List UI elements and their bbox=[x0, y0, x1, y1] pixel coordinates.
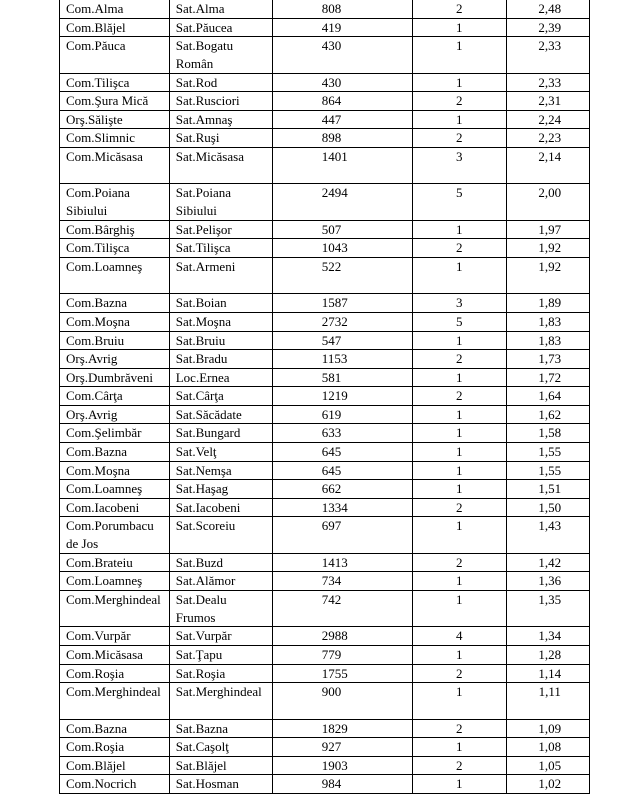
cell-settlement: Sat.Scoreiu bbox=[169, 517, 272, 553]
cell-settlement: Sat.Moşna bbox=[169, 312, 272, 331]
cell-index: 1,35 bbox=[506, 591, 589, 627]
cell-administrative-unit: Com.Bazna bbox=[60, 294, 170, 313]
table-row bbox=[60, 387, 590, 406]
cell-count: 4 bbox=[412, 627, 506, 646]
cell-count: 1 bbox=[412, 73, 506, 92]
cell-settlement: Sat.Roşia bbox=[169, 664, 272, 683]
cell-population: 2494 bbox=[272, 184, 412, 220]
cell-administrative-unit: Com.Porumbacu de Jos bbox=[60, 517, 170, 553]
cell-settlement: Sat.Bogatu Român bbox=[169, 37, 272, 73]
cell-count: 2 bbox=[412, 387, 506, 406]
cell-settlement: Sat.Amnaş bbox=[169, 110, 272, 129]
cell-count: 2 bbox=[412, 92, 506, 111]
cell-index: 2,31 bbox=[506, 92, 589, 111]
cell-population: 430 bbox=[272, 73, 412, 92]
cell-population: 645 bbox=[272, 443, 412, 462]
cell-count: 1 bbox=[412, 517, 506, 553]
cell-index: 1,14 bbox=[506, 664, 589, 683]
cell-count: 2 bbox=[412, 350, 506, 369]
cell-administrative-unit: Com.Cârţa bbox=[60, 387, 170, 406]
table-body bbox=[60, 0, 590, 793]
cell-index: 1,08 bbox=[506, 738, 589, 757]
cell-administrative-unit: Orş.Sălişte bbox=[60, 110, 170, 129]
cell-settlement: Sat.Păucea bbox=[169, 18, 272, 37]
cell-index: 1,42 bbox=[506, 553, 589, 572]
table-row bbox=[60, 294, 590, 313]
cell-population: 898 bbox=[272, 129, 412, 148]
cell-index: 1,11 bbox=[506, 683, 589, 719]
cell-population: 547 bbox=[272, 331, 412, 350]
cell-settlement: Sat.Alămor bbox=[169, 572, 272, 591]
cell-settlement: Sat.Bruiu bbox=[169, 331, 272, 350]
cell-index: 1,64 bbox=[506, 387, 589, 406]
table-row bbox=[60, 220, 590, 239]
cell-settlement: Sat.Cârţa bbox=[169, 387, 272, 406]
cell-administrative-unit: Com.Blăjel bbox=[60, 756, 170, 775]
cell-administrative-unit: Com.Slimnic bbox=[60, 129, 170, 148]
cell-population: 581 bbox=[272, 368, 412, 387]
cell-count: 5 bbox=[412, 184, 506, 220]
cell-index: 2,48 bbox=[506, 0, 589, 18]
cell-index: 2,14 bbox=[506, 147, 589, 183]
cell-administrative-unit: Com.Iacobeni bbox=[60, 498, 170, 517]
table-row bbox=[60, 37, 590, 73]
cell-settlement: Sat.Nemşa bbox=[169, 461, 272, 480]
cell-administrative-unit: Com.Vurpăr bbox=[60, 627, 170, 646]
cell-index: 1,34 bbox=[506, 627, 589, 646]
cell-index: 1,73 bbox=[506, 350, 589, 369]
table-row bbox=[60, 738, 590, 757]
cell-index: 2,33 bbox=[506, 37, 589, 73]
cell-settlement: Sat.Merghindeal bbox=[169, 683, 272, 719]
cell-population: 779 bbox=[272, 646, 412, 665]
cell-administrative-unit: Com.Poiana Sibiului bbox=[60, 184, 170, 220]
cell-population: 1903 bbox=[272, 756, 412, 775]
cell-index: 1,62 bbox=[506, 405, 589, 424]
cell-settlement: Sat.Velţ bbox=[169, 443, 272, 462]
cell-count: 3 bbox=[412, 294, 506, 313]
table-row bbox=[60, 312, 590, 331]
table-row bbox=[60, 350, 590, 369]
cell-population: 2988 bbox=[272, 627, 412, 646]
table-row bbox=[60, 591, 590, 627]
cell-count: 2 bbox=[412, 129, 506, 148]
cell-count: 1 bbox=[412, 257, 506, 293]
cell-administrative-unit: Com.Micăsasa bbox=[60, 147, 170, 183]
cell-population: 1587 bbox=[272, 294, 412, 313]
cell-index: 1,05 bbox=[506, 756, 589, 775]
cell-index: 1,50 bbox=[506, 498, 589, 517]
cell-administrative-unit: Orş.Avrig bbox=[60, 405, 170, 424]
cell-settlement: Sat.Iacobeni bbox=[169, 498, 272, 517]
cell-settlement: Sat.Ţapu bbox=[169, 646, 272, 665]
cell-administrative-unit: Com.Alma bbox=[60, 0, 170, 18]
cell-settlement: Sat.Bradu bbox=[169, 350, 272, 369]
cell-settlement: Sat.Rod bbox=[169, 73, 272, 92]
table-row bbox=[60, 461, 590, 480]
cell-index: 1,83 bbox=[506, 331, 589, 350]
cell-administrative-unit: Com.Nocrich bbox=[60, 775, 170, 794]
cell-administrative-unit: Com.Merghindeal bbox=[60, 591, 170, 627]
cell-count: 1 bbox=[412, 424, 506, 443]
cell-index: 1,83 bbox=[506, 312, 589, 331]
cell-index: 1,02 bbox=[506, 775, 589, 794]
cell-administrative-unit: Orş.Avrig bbox=[60, 350, 170, 369]
cell-index: 1,55 bbox=[506, 443, 589, 462]
table-row bbox=[60, 92, 590, 111]
cell-settlement: Sat.Pelişor bbox=[169, 220, 272, 239]
cell-settlement: Sat.Bazna bbox=[169, 719, 272, 738]
cell-population: 984 bbox=[272, 775, 412, 794]
cell-settlement: Sat.Micăsasa bbox=[169, 147, 272, 183]
cell-settlement: Sat.Dealu Frumos bbox=[169, 591, 272, 627]
cell-count: 1 bbox=[412, 738, 506, 757]
cell-count: 5 bbox=[412, 312, 506, 331]
cell-index: 1,92 bbox=[506, 239, 589, 258]
table-row bbox=[60, 683, 590, 719]
table-row bbox=[60, 257, 590, 293]
cell-count: 1 bbox=[412, 646, 506, 665]
cell-administrative-unit: Orş.Dumbrăveni bbox=[60, 368, 170, 387]
cell-population: 419 bbox=[272, 18, 412, 37]
cell-settlement: Sat.Hosman bbox=[169, 775, 272, 794]
cell-population: 1043 bbox=[272, 239, 412, 258]
cell-count: 2 bbox=[412, 664, 506, 683]
cell-population: 734 bbox=[272, 572, 412, 591]
cell-administrative-unit: Com.Bârghiş bbox=[60, 220, 170, 239]
cell-count: 1 bbox=[412, 775, 506, 794]
cell-index: 1,55 bbox=[506, 461, 589, 480]
cell-administrative-unit: Com.Brateiu bbox=[60, 553, 170, 572]
cell-count: 1 bbox=[412, 683, 506, 719]
cell-population: 1401 bbox=[272, 147, 412, 183]
cell-population: 619 bbox=[272, 405, 412, 424]
cell-count: 2 bbox=[412, 0, 506, 18]
cell-index: 1,09 bbox=[506, 719, 589, 738]
table-row bbox=[60, 664, 590, 683]
cell-population: 662 bbox=[272, 480, 412, 499]
cell-index: 1,58 bbox=[506, 424, 589, 443]
table-row bbox=[60, 129, 590, 148]
cell-settlement: Loc.Ernea bbox=[169, 368, 272, 387]
table-row bbox=[60, 480, 590, 499]
table-row bbox=[60, 110, 590, 129]
cell-count: 1 bbox=[412, 220, 506, 239]
cell-administrative-unit: Com.Şelimbăr bbox=[60, 424, 170, 443]
table-row bbox=[60, 184, 590, 220]
cell-count: 2 bbox=[412, 239, 506, 258]
cell-count: 1 bbox=[412, 461, 506, 480]
cell-population: 447 bbox=[272, 110, 412, 129]
cell-administrative-unit: Com.Bazna bbox=[60, 719, 170, 738]
cell-population: 645 bbox=[272, 461, 412, 480]
table-row bbox=[60, 331, 590, 350]
cell-count: 2 bbox=[412, 756, 506, 775]
cell-count: 1 bbox=[412, 110, 506, 129]
cell-population: 864 bbox=[272, 92, 412, 111]
cell-count: 1 bbox=[412, 572, 506, 591]
table-row bbox=[60, 405, 590, 424]
cell-index: 1,36 bbox=[506, 572, 589, 591]
cell-count: 1 bbox=[412, 331, 506, 350]
cell-count: 1 bbox=[412, 443, 506, 462]
cell-count: 1 bbox=[412, 18, 506, 37]
table-row bbox=[60, 553, 590, 572]
cell-population: 1829 bbox=[272, 719, 412, 738]
cell-administrative-unit: Com.Tilişca bbox=[60, 73, 170, 92]
cell-count: 3 bbox=[412, 147, 506, 183]
cell-settlement: Sat.Alma bbox=[169, 0, 272, 18]
cell-settlement: Sat.Săcădate bbox=[169, 405, 272, 424]
cell-count: 1 bbox=[412, 480, 506, 499]
table-row bbox=[60, 756, 590, 775]
cell-settlement: Sat.Buzd bbox=[169, 553, 272, 572]
cell-population: 1219 bbox=[272, 387, 412, 406]
cell-index: 1,89 bbox=[506, 294, 589, 313]
cell-settlement: Sat.Blăjel bbox=[169, 756, 272, 775]
cell-administrative-unit: Com.Şura Mică bbox=[60, 92, 170, 111]
cell-administrative-unit: Com.Moşna bbox=[60, 312, 170, 331]
table-row bbox=[60, 0, 590, 18]
table-row bbox=[60, 646, 590, 665]
cell-population: 1755 bbox=[272, 664, 412, 683]
cell-administrative-unit: Com.Păuca bbox=[60, 37, 170, 73]
table-row bbox=[60, 443, 590, 462]
cell-index: 1,72 bbox=[506, 368, 589, 387]
cell-administrative-unit: Com.Micăsasa bbox=[60, 646, 170, 665]
table-row bbox=[60, 627, 590, 646]
cell-count: 1 bbox=[412, 591, 506, 627]
cell-administrative-unit: Com.Roşia bbox=[60, 664, 170, 683]
cell-population: 697 bbox=[272, 517, 412, 553]
cell-population: 927 bbox=[272, 738, 412, 757]
cell-settlement: Sat.Haşag bbox=[169, 480, 272, 499]
cell-index: 2,24 bbox=[506, 110, 589, 129]
cell-count: 2 bbox=[412, 719, 506, 738]
cell-settlement: Sat.Ruşi bbox=[169, 129, 272, 148]
cell-population: 1334 bbox=[272, 498, 412, 517]
cell-population: 900 bbox=[272, 683, 412, 719]
cell-index: 1,51 bbox=[506, 480, 589, 499]
table-row bbox=[60, 719, 590, 738]
cell-population: 633 bbox=[272, 424, 412, 443]
cell-administrative-unit: Com.Bazna bbox=[60, 443, 170, 462]
settlements-table bbox=[59, 0, 590, 794]
cell-index: 2,00 bbox=[506, 184, 589, 220]
cell-settlement: Sat.Boian bbox=[169, 294, 272, 313]
cell-population: 1153 bbox=[272, 350, 412, 369]
cell-administrative-unit: Com.Blăjel bbox=[60, 18, 170, 37]
cell-settlement: Sat.Poiana Sibiului bbox=[169, 184, 272, 220]
cell-administrative-unit: Com.Merghindeal bbox=[60, 683, 170, 719]
cell-settlement: Sat.Rusciori bbox=[169, 92, 272, 111]
table-row bbox=[60, 424, 590, 443]
cell-population: 522 bbox=[272, 257, 412, 293]
cell-settlement: Sat.Armeni bbox=[169, 257, 272, 293]
table-row bbox=[60, 239, 590, 258]
cell-index: 2,23 bbox=[506, 129, 589, 148]
cell-index: 1,92 bbox=[506, 257, 589, 293]
cell-population: 2732 bbox=[272, 312, 412, 331]
cell-settlement: Sat.Vurpăr bbox=[169, 627, 272, 646]
cell-index: 1,43 bbox=[506, 517, 589, 553]
cell-index: 2,33 bbox=[506, 73, 589, 92]
cell-administrative-unit: Com.Bruiu bbox=[60, 331, 170, 350]
cell-administrative-unit: Com.Roşia bbox=[60, 738, 170, 757]
cell-population: 1413 bbox=[272, 553, 412, 572]
cell-administrative-unit: Com.Moşna bbox=[60, 461, 170, 480]
cell-count: 2 bbox=[412, 553, 506, 572]
cell-count: 2 bbox=[412, 498, 506, 517]
cell-count: 1 bbox=[412, 405, 506, 424]
cell-index: 2,39 bbox=[506, 18, 589, 37]
cell-administrative-unit: Com.Tilişca bbox=[60, 239, 170, 258]
cell-index: 1,28 bbox=[506, 646, 589, 665]
table-row bbox=[60, 775, 590, 794]
table-row bbox=[60, 572, 590, 591]
cell-count: 1 bbox=[412, 37, 506, 73]
cell-settlement: Sat.Bungard bbox=[169, 424, 272, 443]
table-row bbox=[60, 368, 590, 387]
cell-administrative-unit: Com.Loamneş bbox=[60, 480, 170, 499]
cell-index: 1,97 bbox=[506, 220, 589, 239]
table-row bbox=[60, 73, 590, 92]
cell-count: 1 bbox=[412, 368, 506, 387]
table-row bbox=[60, 498, 590, 517]
cell-administrative-unit: Com.Loamneş bbox=[60, 572, 170, 591]
cell-population: 430 bbox=[272, 37, 412, 73]
cell-administrative-unit: Com.Loamneş bbox=[60, 257, 170, 293]
cell-population: 808 bbox=[272, 0, 412, 18]
cell-settlement: Sat.Tilişca bbox=[169, 239, 272, 258]
table-row bbox=[60, 147, 590, 183]
cell-population: 742 bbox=[272, 591, 412, 627]
cell-settlement: Sat.Caşolţ bbox=[169, 738, 272, 757]
cell-population: 507 bbox=[272, 220, 412, 239]
table-row bbox=[60, 18, 590, 37]
table-row bbox=[60, 517, 590, 553]
